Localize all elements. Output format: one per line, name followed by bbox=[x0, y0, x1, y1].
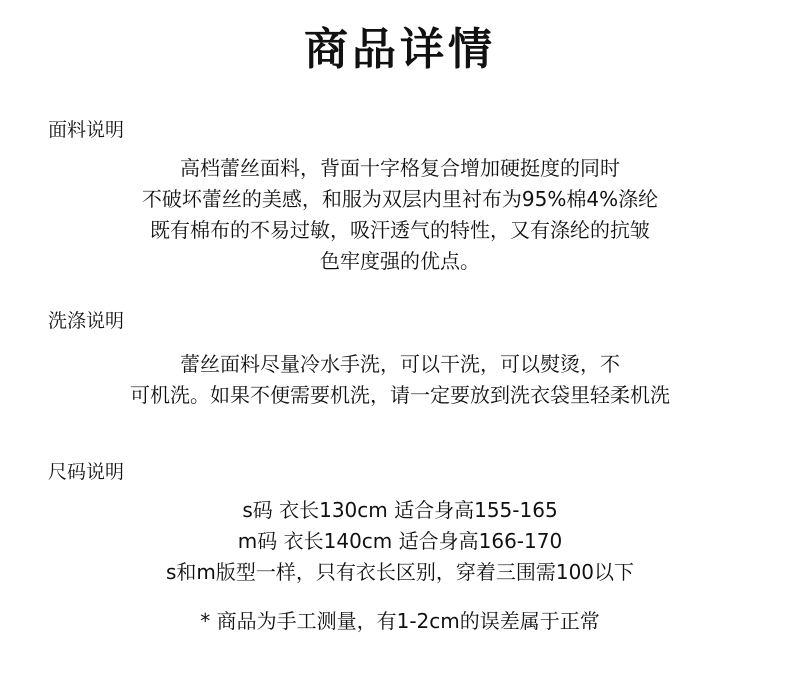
fabric-line: 高档蕾丝面料，背面十字格复合增加硬挺度的同时 bbox=[180, 156, 620, 180]
measurement-note: * 商品为手工测量，有1-2cm的误差属于正常 bbox=[200, 609, 600, 633]
washing-description bbox=[0, 349, 800, 411]
washing-line: 蕾丝面料尽量冷水手洗，可以干洗，可以熨烫，不 bbox=[180, 352, 620, 376]
fabric-section-heading: 面料说明 bbox=[48, 119, 125, 141]
fabric-description bbox=[0, 153, 800, 277]
size-line: s码 衣长130cm 适合身高155-165 bbox=[242, 498, 558, 522]
washing-line: 可机洗。如果不便需要机洗，请一定要放到洗衣袋里轻柔机洗 bbox=[130, 383, 670, 407]
fabric-line: 不破坏蕾丝的美感，和服为双层内里衬布为95%棉4%涤纶 bbox=[141, 187, 659, 211]
page-title: 商品详情 bbox=[304, 24, 496, 75]
size-line: s和m版型一样，只有衣长区别，穿着三围需100以下 bbox=[165, 560, 635, 584]
size-line: m码 衣长140cm 适合身高166-170 bbox=[237, 529, 563, 553]
washing-section-heading: 洗涤说明 bbox=[48, 310, 125, 332]
fabric-line: 色牢度强的优点。 bbox=[320, 249, 480, 273]
size-description bbox=[0, 495, 800, 588]
fabric-line: 既有棉布的不易过敏，吸汗透气的特性，又有涤纶的抗皱 bbox=[150, 218, 650, 242]
size-section-heading: 尺码说明 bbox=[48, 461, 125, 483]
